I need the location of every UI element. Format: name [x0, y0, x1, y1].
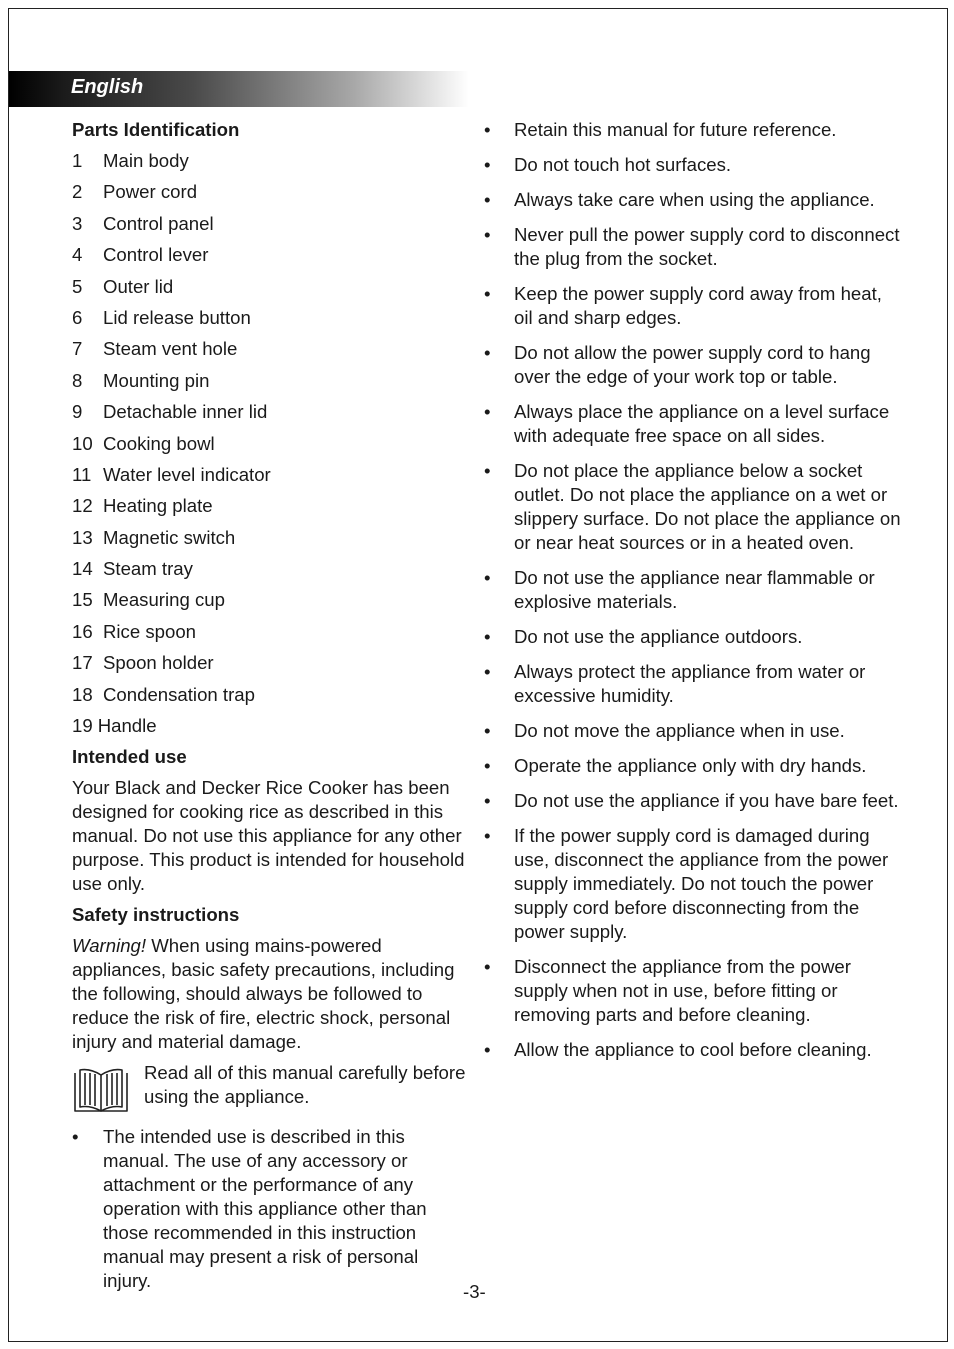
part-item	[72, 180, 467, 204]
bullet-icon: •	[484, 154, 491, 175]
part-number: 16	[72, 620, 93, 642]
safety-bullet-text: Do not place the appliance below a socket outlet. Do not place the appliance on a wet or slippery surface. Do not place the appliance on or near heat sources or in a heated oven.	[514, 460, 901, 553]
safety-bullet-text: Do not allow the power supply cord to hang over the edge of your work top or table.	[514, 342, 871, 387]
bullet-icon: •	[484, 956, 491, 977]
bullet-icon: •	[484, 283, 491, 304]
part-number: 19	[72, 715, 93, 737]
safety-bullet-text: Keep the power supply cord away from heat, oil and sharp edges.	[514, 283, 882, 328]
open-book-icon	[72, 1061, 144, 1121]
part-label: Outer lid	[103, 275, 174, 297]
part-item	[72, 526, 467, 550]
safety-bullet-text: Do not use the appliance near flammable or explosive materials.	[514, 567, 875, 612]
part-item	[72, 243, 467, 267]
bullet-icon: •	[484, 755, 491, 776]
safety-bullet-text: Retain this manual for future reference.	[514, 119, 837, 140]
part-item	[72, 337, 467, 361]
safety-bullet-item	[484, 660, 904, 708]
safety-bullet-item	[72, 1125, 467, 1293]
part-item	[72, 275, 467, 299]
safety-bullet-item	[484, 459, 904, 555]
part-item	[72, 651, 467, 675]
safety-bullet-text: Disconnect the appliance from the power supply when not in use, before fitting or removing parts and before cleaning.	[514, 956, 851, 1025]
bullet-icon: •	[484, 119, 491, 140]
part-label: Steam vent hole	[103, 338, 238, 360]
bullet-icon: •	[484, 1039, 491, 1060]
safety-bullet-text: Always place the appliance on a level surface with adequate free space on all sides.	[514, 401, 890, 446]
bullet-icon: •	[484, 567, 491, 588]
safety-bullet-text: Allow the appliance to cool before cleaning.	[514, 1039, 872, 1060]
part-item	[72, 212, 467, 236]
safety-bullet-item	[484, 566, 904, 614]
parts-list	[72, 149, 467, 738]
warning-label: Warning!	[72, 935, 147, 957]
part-item	[72, 714, 467, 738]
safety-bullet-text: Operate the appliance only with dry hands.	[514, 755, 867, 776]
safety-heading: Safety instructions	[72, 904, 240, 926]
part-number: 9	[72, 401, 83, 423]
left-bullet-list	[72, 1125, 467, 1293]
part-label: Water level indicator	[103, 463, 271, 485]
intended-use-text: Your Black and Decker Rice Cooker has been designed for cooking rice as described in this manual. Do not use this appliance for any other purpose. This product is intended for household use only.	[72, 777, 465, 895]
safety-bullet-item	[484, 188, 904, 212]
part-label: Lid release button	[103, 306, 251, 328]
safety-bullet-item	[484, 625, 904, 649]
safety-bullet-text: If the power supply cord is damaged during use, disconnect the appliance from the power supply immediately. Do not touch the power supply cord before disconnecting from the power supply.	[514, 825, 889, 942]
safety-bullet-text: Do not use the appliance if you have bare feet.	[514, 790, 899, 811]
safety-bullet-item	[484, 153, 904, 177]
right-bullet-list	[484, 118, 904, 1062]
part-item	[72, 557, 467, 581]
safety-bullet-item	[484, 955, 904, 1027]
part-number: 6	[72, 306, 83, 328]
part-label: Control lever	[103, 244, 209, 266]
bullet-icon: •	[484, 661, 491, 682]
part-item	[72, 588, 467, 612]
left-column	[72, 118, 467, 1304]
parts-heading: Parts Identification	[72, 119, 240, 140]
part-label: Control panel	[103, 212, 214, 234]
part-item	[72, 400, 467, 424]
read-manual-notice	[72, 1061, 467, 1121]
part-item	[72, 494, 467, 518]
bullet-icon: •	[484, 401, 491, 422]
bullet-icon: •	[484, 825, 491, 846]
safety-bullet-item	[484, 400, 904, 448]
right-column	[484, 118, 904, 1073]
part-number: 5	[72, 275, 83, 297]
bullet-icon: •	[484, 189, 491, 210]
bullet-icon: •	[72, 1126, 79, 1148]
part-item	[72, 369, 467, 393]
safety-bullet-item	[484, 223, 904, 271]
safety-bullet-text: Never pull the power supply cord to disconnect the plug from the socket.	[514, 224, 900, 269]
part-label: Rice spoon	[103, 620, 197, 642]
language-banner	[9, 71, 469, 107]
part-item	[72, 306, 467, 330]
part-label: Steam tray	[103, 558, 193, 580]
safety-bullet-item	[484, 719, 904, 743]
read-manual-text: Read all of this manual carefully before using the appliance.	[144, 1062, 466, 1108]
part-item	[72, 683, 467, 707]
part-label: Heating plate	[103, 495, 213, 517]
safety-bullet-item	[484, 118, 904, 142]
part-number: 2	[72, 181, 83, 203]
bullet-icon: •	[484, 626, 491, 647]
bullet-icon: •	[484, 720, 491, 741]
warning-text: When using mains-powered appliances, basic safety precautions, including the following, should always be followed to reduce the risk of fire, electric shock, personal injury and material damage.	[72, 935, 455, 1053]
part-label: Mounting pin	[103, 369, 210, 391]
part-number: 3	[72, 212, 83, 234]
bullet-icon: •	[484, 224, 491, 245]
part-label: Measuring cup	[103, 589, 225, 611]
part-item	[72, 432, 467, 456]
safety-bullet-text: Do not touch hot surfaces.	[514, 154, 732, 175]
page-number: -3-	[463, 1281, 486, 1302]
safety-bullet-text: Always protect the appliance from water or excessive humidity.	[514, 661, 866, 706]
part-number: 1	[72, 150, 83, 171]
safety-bullet-item	[484, 754, 904, 778]
part-label: Spoon holder	[103, 652, 214, 674]
safety-bullet-text: Do not move the appliance when in use.	[514, 720, 845, 741]
bullet-icon: •	[484, 342, 491, 363]
part-number: 10	[72, 432, 93, 454]
part-number: 11	[72, 463, 92, 485]
part-number: 15	[72, 589, 93, 611]
part-label: Power cord	[103, 181, 198, 203]
safety-bullet-item	[484, 789, 904, 813]
part-label: Condensation trap	[103, 683, 255, 705]
part-label: Cooking bowl	[103, 432, 215, 454]
part-item	[72, 463, 467, 487]
safety-bullet-text: Always take care when using the appliance.	[514, 189, 875, 210]
safety-bullet-text: Do not use the appliance outdoors.	[514, 626, 803, 647]
bullet-icon: •	[484, 790, 491, 811]
language-label: English	[71, 76, 144, 98]
part-item	[72, 620, 467, 644]
part-number: 12	[72, 495, 93, 517]
part-label: Magnetic switch	[103, 526, 236, 548]
part-number: 7	[72, 338, 83, 360]
part-number: 18	[72, 683, 93, 705]
part-item	[72, 149, 467, 173]
part-label: Main body	[103, 150, 189, 171]
safety-bullet-item	[484, 1038, 904, 1062]
bullet-icon: •	[484, 460, 491, 481]
warning-paragraph	[72, 934, 467, 1054]
safety-bullet-item	[484, 341, 904, 389]
part-number: 14	[72, 558, 93, 580]
intended-use-heading: Intended use	[72, 746, 187, 768]
part-label: Handle	[97, 715, 157, 737]
part-number: 17	[72, 652, 93, 674]
safety-bullet-item	[484, 282, 904, 330]
part-number: 13	[72, 526, 93, 548]
part-label: Detachable inner lid	[103, 401, 268, 423]
part-number: 8	[72, 369, 83, 391]
safety-bullet-text: The intended use is described in this manual. The use of any accessory or attachment or the performance of any operation with this appliance other than those recommended in this instruction manual may present a risk of personal injury.	[103, 1126, 427, 1292]
safety-bullet-item	[484, 824, 904, 944]
part-number: 4	[72, 244, 83, 266]
